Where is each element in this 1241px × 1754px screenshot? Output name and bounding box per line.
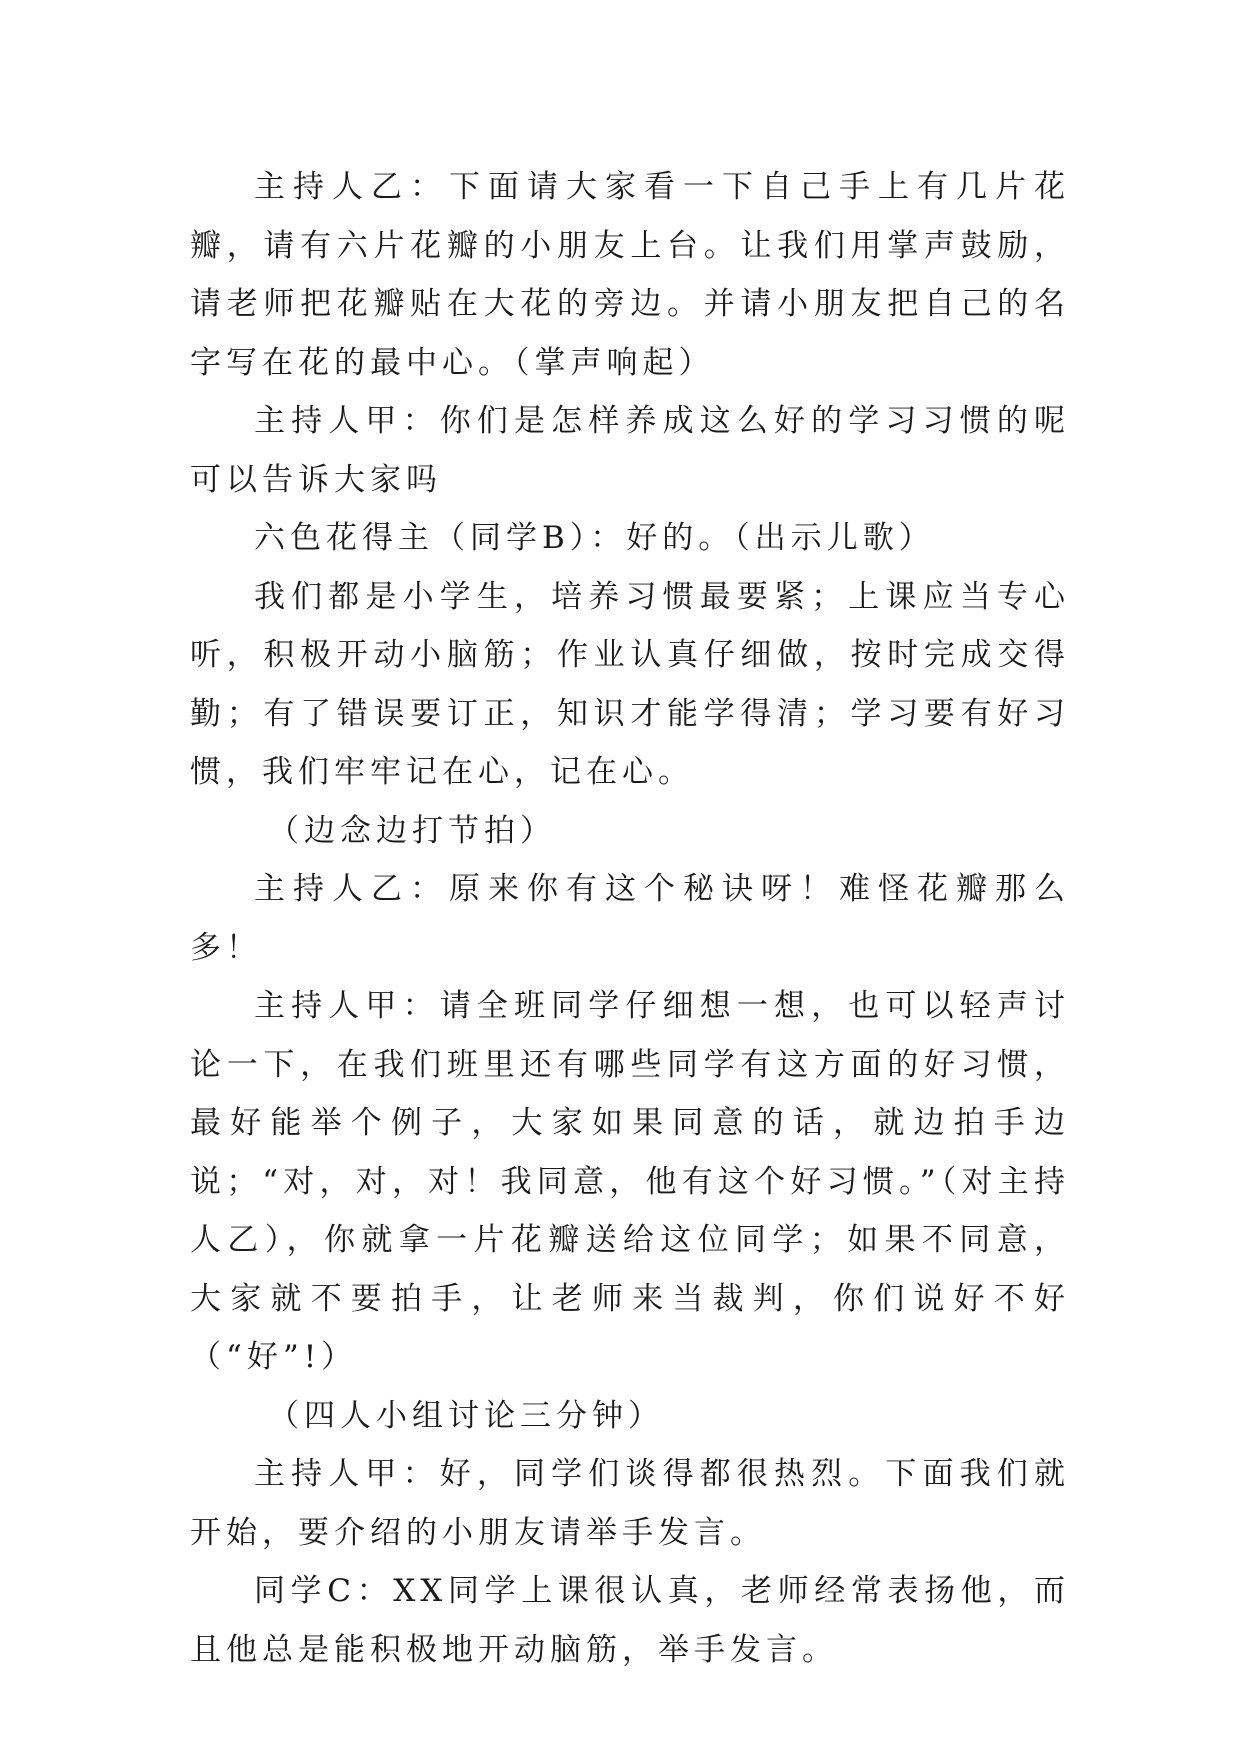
stage-direction-group-discussion: （四人小组讨论三分钟） (268, 1397, 664, 1434)
paragraph-host-a-question: 主持人甲：你们是怎样养成这么好的学习习惯的呢可以告诉大家吗 (190, 403, 1070, 498)
paragraph-habit-rhyme: 我们都是小学生，培养习惯最要紧；上课应当专心听，积极开动小脑筋；作业认真仔细做，按时完成交得勤；有了错误要订正，知识才能学得清；学习要有好习惯，我们牢牢记在心，记在心。 (190, 578, 1070, 790)
paragraph-host-b-secret: 主持人乙：原来你有这个秘诀呀！难怪花瓣那么多！ (190, 871, 1070, 966)
paragraph-host-a-discussion: 主持人甲：请全班同学仔细想一想，也可以轻声讨论一下，在我们班里还有哪些同学有这方面的好习惯，最好能举个例子，大家如果同意的话，就边拍手边说；“对，对，对！我同意，他有这个好习惯。”（对主持人乙），你就拿一片花瓣送给这位同学；如果不同意，大家就不要拍手，让老师来当裁判，你们说好不好（“好”!） (190, 988, 1070, 1375)
paragraph-student-b-reply: 六色花得主（同学B）：好的。（出示儿歌） (254, 520, 935, 556)
paragraph-host-b-petals: 主持人乙：下面请大家看一下自己手上有几片花瓣，请有六片花瓣的小朋友上台。让我们用掌声鼓励，请老师把花瓣贴在大花的旁边。并请小朋友把自己的名字写在花的最中心。（掌声响起） (190, 169, 1070, 381)
document-body (190, 158, 1070, 1679)
paragraph-host-a-start: 主持人甲：好，同学们谈得都很热烈。下面我们就开始，要介绍的小朋友请举手发言。 (190, 1456, 1070, 1551)
stage-direction-clapping: （边念边打节拍） (268, 812, 556, 849)
paragraph-student-c: 同学C：XX同学上课很认真，老师经常表扬他，而且他总是能积极地开动脑筋，举手发言。 (190, 1573, 1070, 1668)
